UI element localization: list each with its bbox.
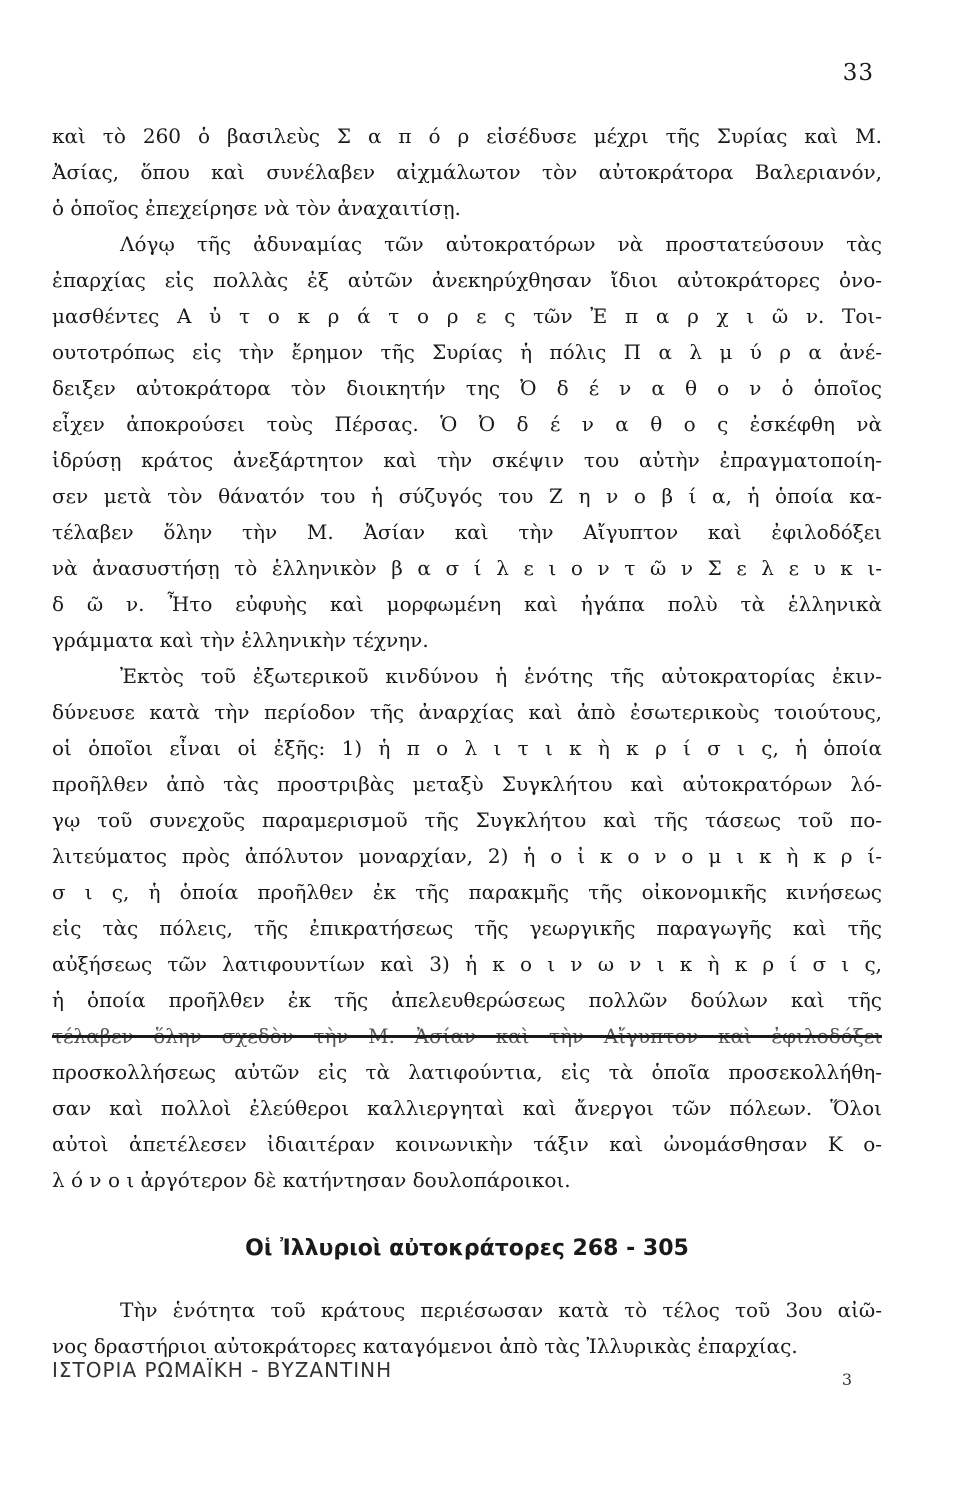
text-line: Τὴν ἑνότητα τοῦ κράτους περιέσωσαν κατὰ τὸ τέλος τοῦ 3ου αἰῶ-	[120, 1298, 882, 1322]
text-line: ἱδρύσῃ κράτος ἀνεξάρτητον καὶ τὴν σκέψιν του αὐτὴν ἐπραγματοποίη-	[52, 448, 882, 472]
text-line: δύνευσε κατὰ τὴν περίοδον τῆς ἀναρχίας καὶ ἀπὸ ἐσωτερικοὺς τοιούτους,	[52, 700, 882, 724]
section-heading: Οἱ Ἰλλυριοὶ αὐτοκράτορες 268 - 305	[245, 1236, 689, 1261]
text-line: δειξεν αὐτοκράτορα τὸν διοικητήν της Ὀ δ έ ν α θ ο ν ὁ ὁποῖος	[52, 376, 882, 400]
text-line: γῳ τοῦ συνεχοῦς παραμερισμοῦ τῆς Συγκλήτου καὶ τῆς τάσεως τοῦ πο-	[52, 808, 882, 832]
text-line: ἡ ὁποία προῆλθεν ἐκ τῆς ἀπελευθερώσεως πολλῶν δούλων καὶ τῆς	[52, 988, 882, 1012]
text-line: καὶ τὸ 260 ὁ βασιλεὺς Σ α π ό ρ εἰσέδυσε μέχρι τῆς Συρίας καὶ Μ.	[52, 124, 882, 148]
page-number: 33	[842, 60, 874, 86]
text-line: σ ι ς, ἡ ὁποία προῆλθεν ἐκ τῆς παρακμῆς τῆς οἰκονομικῆς κινήσεως	[52, 880, 882, 904]
text-line: Ἐκτὸς τοῦ ἐξωτερικοῦ κινδύνου ἡ ἑνότης τῆς αὐτοκρατορίας ἐκιν-	[120, 664, 882, 688]
text-line: εἶχεν ἀποκρούσει τοὺς Πέρσας. Ὁ Ὀ δ έ ν α θ ο ς ἐσκέφθη νὰ	[52, 412, 882, 436]
footer-signature-mark: 3	[841, 1370, 852, 1389]
text-line: εἰς τὰς πόλεις, τῆς ἐπικρατήσεως τῆς γεωργικῆς παραγωγῆς καὶ τῆς	[52, 916, 882, 940]
paragraph	[52, 118, 882, 226]
text-line: ὁ ὁποῖος ἐπεχείρησε νὰ τὸν ἀναχαιτίσῃ.	[52, 196, 461, 220]
text-line: λιτεύματος πρὸς ἀπόλυτον μοναρχίαν, 2) ἡ ο ἰ κ ο ν ο μ ι κ ὴ κ ρ ί-	[52, 844, 882, 868]
text-line: Λόγῳ τῆς ἀδυναμίας τῶν αὐτοκρατόρων νὰ προστατεύσουν τὰς	[120, 232, 882, 256]
text-line: μασθέντες Α ὐ τ ο κ ρ ά τ ο ρ ε ς τῶν Ἐ π α ρ χ ι ῶ ν. Τοι-	[52, 304, 882, 328]
text-line: σαν καὶ πολλοὶ ἐλεύθεροι καλλιεργηταὶ καὶ ἄνεργοι τῶν πόλεων. Ὅλοι	[52, 1096, 882, 1120]
text-line: προῆλθεν ἀπὸ τὰς προστριβὰς μεταξὺ Συγκλήτου καὶ αὐτοκρατόρων λό-	[52, 772, 882, 796]
text-line: νὰ ἀνασυστήσῃ τὸ ἑλληνικὸν β α σ ί λ ε ι ο ν τ ῶ ν Σ ε λ ε υ κ ι-	[52, 556, 882, 580]
paragraph	[52, 658, 882, 1198]
text-line: αὐξήσεως τῶν λατιφουντίων καὶ 3) ἡ κ ο ι ν ω ν ι κ ὴ κ ρ ί σ ι ς,	[52, 952, 882, 976]
text-line: αὐτοὶ ἀπετέλεσεν ἰδιαιτέραν κοινωνικὴν τάξιν καὶ ὠνομάσθησαν Κ ο-	[52, 1132, 882, 1156]
text-line: σεν μετὰ τὸν θάνατόν του ἡ σύζυγός του Ζ η ν ο β ί α, ἡ ὁποία κα-	[52, 484, 882, 508]
text-line: γράμματα καὶ τὴν ἑλληνικὴν τέχνην.	[52, 628, 429, 652]
text-line: Ἀσίας, ὅπου καὶ συνέλαβεν αἰχμάλωτον τὸν αὐτοκράτορα Βαλεριανόν,	[52, 160, 882, 184]
text-line: τέλαβεν ὅλην τὴν Μ. Ἀσίαν καὶ τὴν Αἴγυπτον καὶ ἐφιλοδόξει	[52, 520, 882, 544]
text-line: ἐπαρχίας εἰς πολλὰς ἐξ αὐτῶν ἀνεκηρύχθησαν ἴδιοι αὐτοκράτορες ὀνο-	[52, 268, 882, 292]
text-line: λ ό ν ο ι ἀργότερον δὲ κατήντησαν δουλοπάροικοι.	[52, 1168, 571, 1192]
text-line: προσκολλήσεως αὐτῶν εἰς τὰ λατιφούντια, εἰς τὰ ὁποῖα προσεκολλήθη-	[52, 1060, 882, 1084]
footer-book-title: ΙΣΤΟΡΙΑ ΡΩΜΑΪΚΗ - ΒΥΖΑΝΤΙΝΗ	[52, 1358, 393, 1382]
text-line: νος δραστήριοι αὐτοκράτορες καταγόμενοι ἀπὸ τὰς Ἰλλυρικὰς ἐπαρχίας.	[52, 1334, 798, 1358]
struck-through-line: τέλαβεν ὅλην σχεδὸν τὴν Μ. Ἀσίαν καὶ τὴν Αἴγυπτον καὶ ἐφιλοδόξει	[52, 1018, 882, 1054]
text-line: οἱ ὁποῖοι εἶναι οἱ ἑξῆς: 1) ἡ π ο λ ι τ ι κ ὴ κ ρ ί σ ι ς, ἡ ὁποία	[52, 736, 882, 760]
paragraph	[52, 226, 882, 658]
body-text	[52, 118, 882, 1364]
closing-paragraph	[52, 1292, 882, 1364]
text-line: ουτοτρόπως εἰς τὴν ἔρημον τῆς Συρίας ἡ πόλις Π α λ μ ύ ρ α ἀνέ-	[52, 340, 882, 364]
text-line: δ ῶ ν. Ἦτο εὐφυὴς καὶ μορφωμένη καὶ ἠγάπα πολὺ τὰ ἑλληνικὰ	[52, 592, 882, 616]
